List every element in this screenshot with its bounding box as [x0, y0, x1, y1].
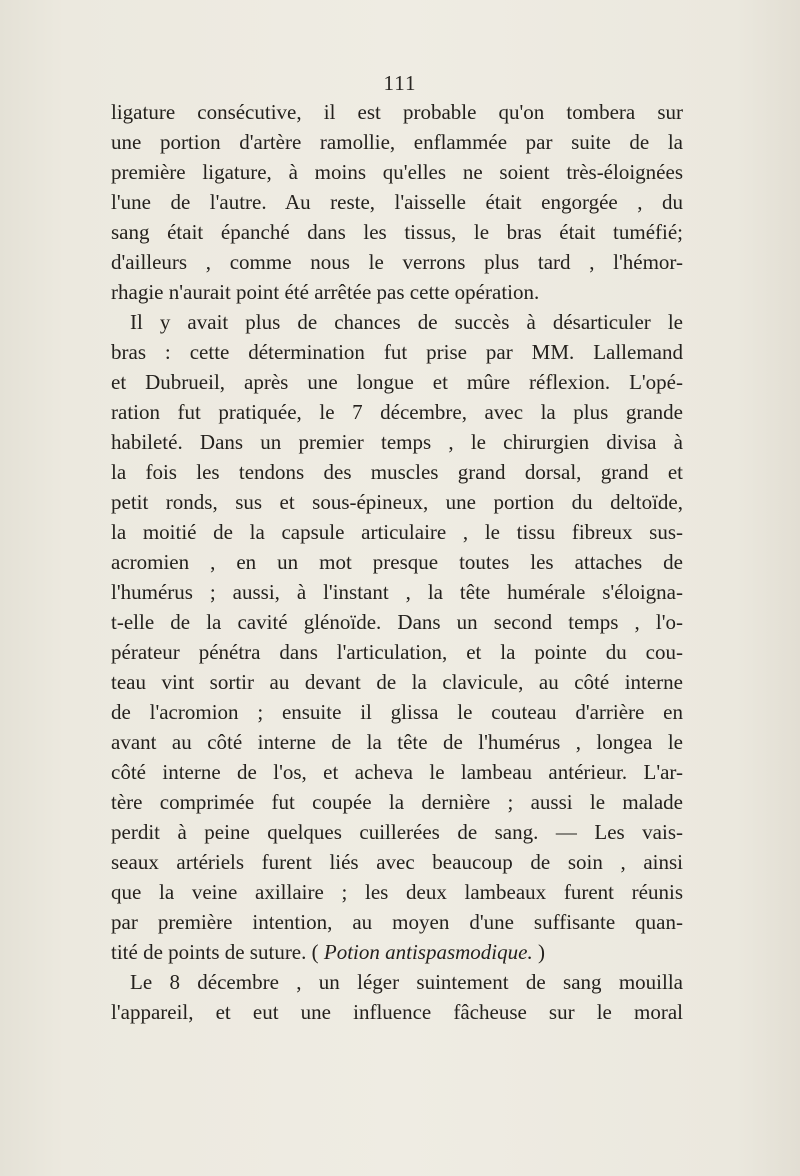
text-line: rhagie n'aurait point été arrêtée pas cette opération. — [111, 280, 540, 304]
text-line: première ligature, à moins qu'elles ne soient très-éloignées — [111, 160, 683, 184]
text-segment: ) — [532, 940, 545, 964]
page-number: 111 — [383, 71, 417, 95]
text-line: pérateur pénétra dans l'articulation, et la pointe du cou- — [111, 640, 683, 664]
text-line: de l'acromion ; ensuite il glissa le couteau d'arrière en — [111, 700, 683, 724]
italic-prescription: Potion antispasmodique. — [323, 940, 533, 964]
text-line: perdit à peine quelques cuillerées de sang. — Les vais- — [111, 820, 683, 844]
text-line: tère comprimée fut coupée la dernière ; aussi le malade — [111, 790, 683, 814]
text-line: et Dubrueil, après une longue et mûre réflexion. L'opé- — [111, 370, 683, 394]
text-line: d'ailleurs , comme nous le verrons plus tard , l'hémor- — [111, 250, 683, 274]
paragraph-start-line: Le 8 décembre , un léger suintement de sang mouilla — [130, 970, 683, 994]
text-line: petit ronds, sus et sous-épineux, une portion du deltoïde, — [111, 490, 683, 514]
text-line: acromien , en un mot presque toutes les attaches de — [111, 550, 683, 574]
text-line: une portion d'artère ramollie, enflammée par suite de la — [111, 130, 683, 154]
text-line-with-italic — [111, 937, 683, 967]
text-line: l'une de l'autre. Au reste, l'aisselle était engorgée , du — [111, 190, 683, 214]
text-segment: tité de points de suture. ( — [111, 940, 319, 964]
text-line: la moitié de la capsule articulaire , le tissu fibreux sus- — [111, 520, 683, 544]
text-line: ration fut pratiquée, le 7 décembre, avec la plus grande — [111, 400, 683, 424]
text-line: par première intention, au moyen d'une suffisante quan- — [111, 910, 683, 934]
text-line: habileté. Dans un premier temps , le chirurgien divisa à — [111, 430, 683, 454]
text-line: l'humérus ; aussi, à l'instant , la tête humérale s'éloigna- — [111, 580, 683, 604]
text-line: avant au côté interne de la tête de l'humérus , longea le — [111, 730, 683, 754]
text-line: sang était épanché dans les tissus, le bras était tuméfié; — [111, 220, 683, 244]
text-line: que la veine axillaire ; les deux lambeaux furent réunis — [111, 880, 683, 904]
text-line: la fois les tendons des muscles grand dorsal, grand et — [111, 460, 683, 484]
text-line: côté interne de l'os, et acheva le lambeau antérieur. L'ar- — [111, 760, 683, 784]
text-line: teau vint sortir au devant de la clavicule, au côté interne — [111, 670, 683, 694]
paragraph-start-line: Il y avait plus de chances de succès à désarticuler le — [130, 310, 683, 334]
text-line: t-elle de la cavité glénoïde. Dans un second temps , l'o- — [111, 610, 683, 634]
text-line: bras : cette détermination fut prise par MM. Lallemand — [111, 340, 683, 364]
text-line: seaux artériels furent liés avec beaucoup de soin , ainsi — [111, 850, 683, 874]
text-line: ligature consécutive, il est probable qu'on tombera sur — [111, 100, 683, 124]
body-text — [111, 97, 683, 1027]
text-line: l'appareil, et eut une influence fâcheuse sur le moral — [111, 1000, 683, 1024]
